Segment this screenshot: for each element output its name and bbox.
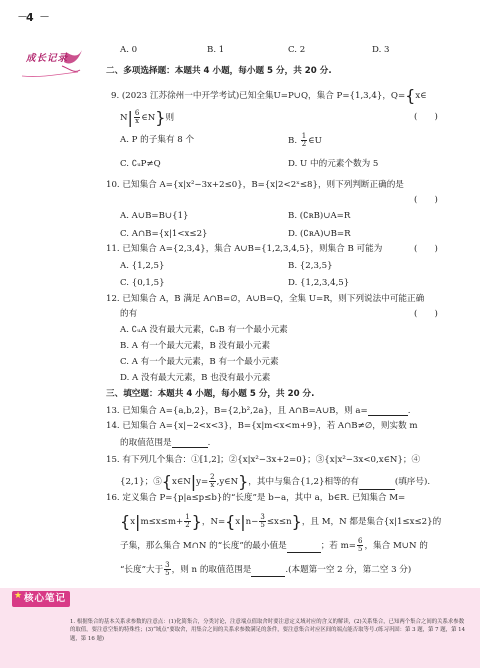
q16-stem-line4: “长度”大于 $\frac{3}{5}$ ，则 n 的取值范围是 .(本题第一空 2 分，第二空 3 分) <box>120 561 412 577</box>
q10-stem: 10. 已知集合 A={x|x²−3x+2≤0}，B={x|2<2ˣ≤8}，则下列判断正确的是 <box>106 180 404 190</box>
core-notes-text: 1. 根据集合的基本关系求参数的注意点：(1)化简集合，分类讨论，注意端点值取舍时要注意定义域对应的含义的解读，(2)关系集合，已知两个集合之间的关系求参数的取值，要注意空集的特殊性；(3)“域点”要取舍，用集合之间的关系求参数满足的条件，要注意集合对应区间的端点能否取等号.(练习巩固：第 3 题，第 7 题，第 14 题，第 16 题) <box>70 619 466 642</box>
q15-stem-line2: {2,1}；⑤{x∈N|y= $\frac{2}{x}$ ,y∈N}，其中与集合{1,2}相等的有 (填序号). <box>120 472 431 491</box>
q15-stem-line1: 15. 有下列几个集合：①[1,2]；②{x|x²−3x+2=0}；③{x|x²−3x<0,x∈N}；④ <box>106 455 421 465</box>
q11-option-d: D. {1,2,3,4,5} <box>288 278 350 288</box>
q9-fraction: $\frac{6}{x}$ <box>134 109 140 125</box>
page-dash-left: — <box>18 12 27 22</box>
q8-option-b: B. 1 <box>207 45 225 55</box>
q10-option-b: B. (∁ʀB)∪A=R <box>288 211 351 221</box>
q9-option-a: A. P 的子集有 8 个 <box>120 135 195 145</box>
q9-stem-line1: 9. (2023 江苏徐州一中开学考试)已知全集U=P∪Q，集合 P={1,3,4}，Q={x∈ <box>111 86 427 105</box>
q9-option-d: D. U 中的元素个数为 5 <box>288 159 379 169</box>
section-2-title: 二、多项选择题：本题共 4 小题，每小题 5 分，共 20 分. <box>106 66 332 76</box>
q13-stem: 13. 已知集合 A={a,b,2}，B={2,b²,2a}，且 A∩B=A∪B，则 a= . <box>106 406 411 416</box>
logo-text: 成长记录 <box>26 53 69 64</box>
q10-option-a: A. A∪B=B∪{1} <box>120 211 189 221</box>
q14-stem-line2: 的取值范围是 . <box>120 438 211 448</box>
q10-answer-paren: ( ) <box>414 195 438 205</box>
q8-option-c: C. 2 <box>288 45 306 55</box>
q9-option-b: B. $\frac{1}{2}$ ∈U <box>288 132 322 148</box>
q8-option-d: D. 3 <box>372 45 390 55</box>
q12-stem-line1: 12. 已知集合 A，B 满足 A∩B=∅，A∪B=Q，全集 U=R，则下列说法中可能正确 <box>106 294 425 304</box>
q11-stem: 11. 已知集合 A={2,3,4}，集合 A∪B={1,2,3,4,5}，则集合 B 可能为 <box>106 244 383 254</box>
q16-stem-line2: {x|m≤x≤m+ $\frac{1}{2}$ }，N={x|n− $\frac{3}{5}$ ≤x≤n}，且 M，N 都是集合{x|1≤x≤2}的 <box>120 512 442 531</box>
q11-answer-paren: ( ) <box>414 244 438 254</box>
q12-option-c: C. A 有一个最大元素，B 有一个最小元素 <box>120 357 279 367</box>
q9-stem-line2: N| $\frac{6}{x}$ ∈N}则 <box>120 108 175 127</box>
q11-option-c: C. {0,1,5} <box>120 278 165 288</box>
q16-stem-line3: 子集，那么集合 M∩N 的“长度”的最小值是 ；若 m= $\frac{6}{5}$ ，集合 M∪N 的 <box>120 537 428 553</box>
star-icon: ★ <box>14 591 23 601</box>
q12-option-d: D. A 没有最大元素，B 也没有最小元素 <box>120 373 271 383</box>
q12-option-a: A. ∁ᵤA 没有最大元素，∁ᵤB 有一个最小元素 <box>120 325 288 335</box>
q11-option-a: A. {1,2,5} <box>120 261 165 271</box>
q16-stem-line1: 16. 定义集合 P={p|a≤p≤b}的“长度”是 b−a，其中 a，b∈R. 已知集合 M= <box>106 493 406 503</box>
q10-option-d: D. (∁ʀA)∪B=R <box>288 229 351 239</box>
section-3-title: 三、填空题：本题共 4 小题，每小题 5 分，共 20 分. <box>106 389 315 399</box>
page-number: 4 <box>26 11 34 24</box>
q14-stem-line1: 14. 已知集合 A={x|−2<x<3}，B={x|m<x<m+9}，若 A∩B≠∅，则实数 m <box>106 421 418 431</box>
q10-option-c: C. A∩B={x|1<x≤2} <box>120 229 208 239</box>
q12-answer-paren: ( ) <box>414 309 438 319</box>
q8-option-a: A. 0 <box>120 45 138 55</box>
q12-option-b: B. A 有一个最大元素，B 没有最小元素 <box>120 341 271 351</box>
q11-option-b: B. {2,3,5} <box>288 261 333 271</box>
q12-stem-line2: 的有 <box>120 309 138 319</box>
q9-answer-paren: ( ) <box>414 112 438 122</box>
page-dash-right: — <box>40 12 49 22</box>
q9-option-c: C. ∁ᵤP≠Q <box>120 159 161 169</box>
core-notes-label: 核心笔记 <box>24 593 67 604</box>
